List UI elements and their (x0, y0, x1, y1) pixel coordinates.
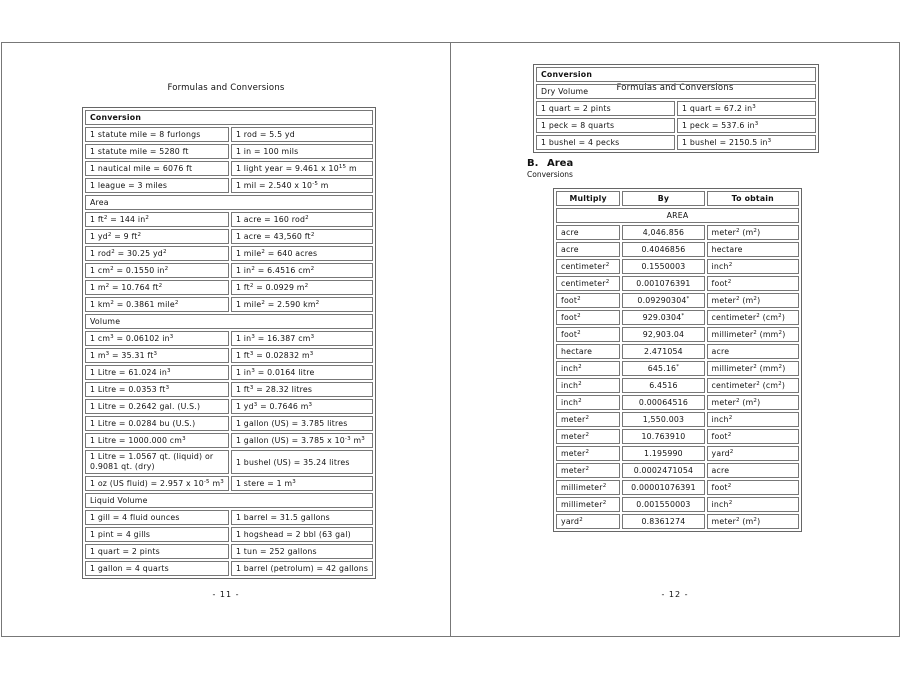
table-row (85, 280, 373, 295)
by-cell: 645.16* (622, 361, 704, 376)
multiply-cell: millimeter$^2$ (556, 480, 620, 495)
table-cell: 1 rod = 5.5 yd (231, 127, 373, 142)
area-conversion-table (553, 188, 802, 532)
table-row (85, 527, 373, 542)
by-cell: 0.001076391 (622, 276, 704, 291)
table-cell: 1 in = 100 mils (231, 144, 373, 159)
table-row (556, 259, 799, 274)
table-cell: 1 peck = 537.6 $in^3$ (677, 118, 816, 133)
table-cell: 1 $in^3 = 16.387$ $cm^3$ (231, 331, 373, 346)
table-cell: 1 barrel (petrolum) = 42 gallons (231, 561, 373, 576)
table-row (85, 561, 373, 576)
table-row (85, 297, 373, 312)
multiply-cell: meter$^2$ (556, 463, 620, 478)
by-cell: 929.0304* (622, 310, 704, 325)
table-cell: 1 Litre = 0.0284 bu (U.S.) (85, 416, 229, 431)
table-cell: 1 $cm^3 = 0.06102$ $in^3$ (85, 331, 229, 346)
obtain-cell: meter$^2$ $(m^2)$ (707, 225, 799, 240)
table-row (556, 361, 799, 376)
section-title: Area (547, 158, 574, 169)
table-cell: 1 hogshead = 2 bbl (63 gal) (231, 527, 373, 542)
by-cell: 6.4516 (622, 378, 704, 393)
by-cell: 0.1550003 (622, 259, 704, 274)
table-row (556, 463, 799, 478)
obtain-cell: centimeter$^2$ $(cm^2)$ (707, 310, 799, 325)
header-row (556, 191, 799, 206)
column-header: To obtain (707, 191, 799, 206)
multiply-cell: foot$^2$ (556, 310, 620, 325)
table-row (85, 433, 373, 448)
table-row (85, 348, 373, 363)
obtain-cell: yard$^2$ (707, 446, 799, 461)
obtain-cell: foot$^2$ (707, 480, 799, 495)
table-row (85, 544, 373, 559)
by-cell: 2.471054 (622, 344, 704, 359)
obtain-cell: meter$^2$ $(m^2)$ (707, 293, 799, 308)
by-cell: 1.195990 (622, 446, 704, 461)
table-row (85, 229, 373, 244)
table-row (556, 327, 799, 342)
table-cell: 1 Litre = 61.024 $in^3$ (85, 365, 229, 380)
by-cell: 92,903.04 (622, 327, 704, 342)
obtain-cell: inch$^2$ (707, 497, 799, 512)
multiply-cell: foot$^2$ (556, 293, 620, 308)
multiply-cell: meter$^2$ (556, 412, 620, 427)
table-cell: 1 $yd^3 = 0.7646$ $m^3$ (231, 399, 373, 414)
table-cell: 1 nautical mile = 6076 ft (85, 161, 229, 176)
table-cell: 1 $ft^2 = 144$ $in^2$ (85, 212, 229, 227)
page-number: - 11 - (212, 590, 240, 599)
left-page (1, 42, 451, 637)
table-cell: 1 mile$^2$ = 640 acres (231, 246, 373, 261)
section-row (85, 493, 373, 508)
table-cell: 1 peck = 8 quarts (536, 118, 675, 133)
section-row (85, 195, 373, 210)
table-row (556, 446, 799, 461)
table-cell: 1 $cm^2 = 0.1550$ $in^2$ (85, 263, 229, 278)
table-cell: 1 quart = 2 pints (536, 101, 675, 116)
table-cell: 1 Litre = 0.0353 $ft^3$ (85, 382, 229, 397)
table-row (85, 365, 373, 380)
obtain-cell: foot$^2$ (707, 276, 799, 291)
table-cell: 1 mil = 2.540 x $10^{-5}$ m (231, 178, 373, 193)
obtain-cell: hectare (707, 242, 799, 257)
table-cell: 1 gallon (US) = 3.785 litres (231, 416, 373, 431)
table-cell: 1 stere = 1 $m^3$ (231, 476, 373, 491)
table-cell: 1 bushel = 2150.5 $in^3$ (677, 135, 816, 150)
table-row (556, 242, 799, 257)
table-cell: 1 gallon = 4 quarts (85, 561, 229, 576)
table-row (556, 378, 799, 393)
table-row (85, 263, 373, 278)
section-heading (527, 158, 573, 169)
table-title: Conversion (85, 110, 373, 125)
by-cell: 0.00001076391 (622, 480, 704, 495)
table-cell: 1 acre = 160 rod$^2$ (231, 212, 373, 227)
table-row (536, 101, 816, 116)
table-cell: 1 $m^2 = 10.764$ $ft^2$ (85, 280, 229, 295)
page-number: - 12 - (661, 590, 689, 599)
multiply-cell: hectare (556, 344, 620, 359)
table-cell: 1 mile$^2$ = 2.590 $km^2$ (231, 297, 373, 312)
by-cell: 0.001550003 (622, 497, 704, 512)
table-cell: 1 $in^3 = 0.0164$ litre (231, 365, 373, 380)
table-row (85, 476, 373, 491)
table-cell: 1 gallon (US) = 3.785 x $10^{-3}$ $m^3$ (231, 433, 373, 448)
multiply-cell: meter$^2$ (556, 429, 620, 444)
by-cell: 4,046.856 (622, 225, 704, 240)
multiply-cell: millimeter$^2$ (556, 497, 620, 512)
obtain-cell: millimeter$^2$ $(mm^2)$ (707, 327, 799, 342)
table-cell: 1 tun = 252 gallons (231, 544, 373, 559)
column-header: By (622, 191, 704, 206)
section-row (536, 84, 816, 99)
table-row (556, 412, 799, 427)
by-cell: 1,550.003 (622, 412, 704, 427)
table-row (85, 331, 373, 346)
table-cell: 1 statute mile = 8 furlongs (85, 127, 229, 142)
by-cell: 0.00064516 (622, 395, 704, 410)
obtain-cell: acre (707, 344, 799, 359)
table-cell: 1 $ft^2 = 0.0929$ $m^2$ (231, 280, 373, 295)
table-cell: 1 $ft^3 = 28.32$ litres (231, 382, 373, 397)
table-row (85, 212, 373, 227)
table-row (85, 161, 373, 176)
obtain-cell: meter$^2$ $(m^2)$ (707, 395, 799, 410)
table-row (85, 450, 373, 474)
group-label: AREA (556, 208, 799, 223)
table-row (85, 246, 373, 261)
table-cell: 1 rod$^2$ = 30.25 $yd^2$ (85, 246, 229, 261)
obtain-cell: foot$^2$ (707, 429, 799, 444)
table-cell: 1 Litre = 0.2642 gal. (U.S.) (85, 399, 229, 414)
table-cell: 1 Litre = 1000.000 $cm^3$ (85, 433, 229, 448)
table-row (85, 510, 373, 525)
multiply-cell: foot$^2$ (556, 327, 620, 342)
group-row (556, 208, 799, 223)
table-row (556, 497, 799, 512)
table-cell: 1 $m^3 = 35.31$ $ft^3$ (85, 348, 229, 363)
section-label: Dry Volume (536, 84, 816, 99)
table-row (556, 293, 799, 308)
by-cell: 0.8361274 (622, 514, 704, 529)
obtain-cell: acre (707, 463, 799, 478)
table-cell: 1 gill = 4 fluid ounces (85, 510, 229, 525)
table-title: Conversion (536, 67, 816, 82)
multiply-cell: inch$^2$ (556, 395, 620, 410)
table-row (556, 310, 799, 325)
table-row (556, 225, 799, 240)
table-row (556, 276, 799, 291)
by-cell: 10.763910 (622, 429, 704, 444)
table-row (85, 399, 373, 414)
multiply-cell: acre (556, 242, 620, 257)
multiply-cell: centimeter$^2$ (556, 259, 620, 274)
table-row (536, 135, 816, 150)
multiply-cell: inch$^2$ (556, 361, 620, 376)
table-row (556, 480, 799, 495)
table-row (85, 416, 373, 431)
obtain-cell: centimeter$^2$ $(cm^2)$ (707, 378, 799, 393)
table-cell: 1 barrel = 31.5 gallons (231, 510, 373, 525)
multiply-cell: centimeter$^2$ (556, 276, 620, 291)
table-row (85, 382, 373, 397)
table-cell: 1 oz (US fluid) = 2.957 x $10^{-5}$ $m^3$ (85, 476, 229, 491)
multiply-cell: meter$^2$ (556, 446, 620, 461)
section-number: B. (527, 158, 539, 169)
table-row (536, 118, 816, 133)
table-row (85, 144, 373, 159)
by-cell: 0.0002471054 (622, 463, 704, 478)
page-header: Formulas and Conversions (616, 83, 734, 93)
table-row (85, 178, 373, 193)
table-cell: 1 bushel = 4 pecks (536, 135, 675, 150)
table-cell: 1 acre = 43,560 $ft^2$ (231, 229, 373, 244)
table-cell: 1 quart = 2 pints (85, 544, 229, 559)
table-cell: 1 quart = 67.2 $in^3$ (677, 101, 816, 116)
section-label: Volume (85, 314, 373, 329)
table-cell: 1 bushel (US) = 35.24 litres (231, 450, 373, 474)
table-cell: 1 $yd^2 = 9$ $ft^2$ (85, 229, 229, 244)
table-row (556, 429, 799, 444)
multiply-cell: acre (556, 225, 620, 240)
obtain-cell: meter$^2$ $(m^2)$ (707, 514, 799, 529)
table-cell: 1 $in^2 = 6.4516$ $cm^2$ (231, 263, 373, 278)
by-cell: 0.4046856 (622, 242, 704, 257)
column-header: Multiply (556, 191, 620, 206)
by-cell: 0.09290304* (622, 293, 704, 308)
multiply-cell: yard$^2$ (556, 514, 620, 529)
table-row (556, 395, 799, 410)
table-cell: 1 league = 3 miles (85, 178, 229, 193)
obtain-cell: millimeter$^2$ $(mm^2)$ (707, 361, 799, 376)
table-title-row (536, 67, 816, 82)
page-header: Formulas and Conversions (167, 83, 285, 93)
conversion-table (82, 107, 376, 579)
table-cell: 1 statute mile = 5280 ft (85, 144, 229, 159)
multiply-cell: inch$^2$ (556, 378, 620, 393)
table-row (85, 127, 373, 142)
table-row (556, 514, 799, 529)
section-label: Liquid Volume (85, 493, 373, 508)
section-row (85, 314, 373, 329)
table-cell: 1 pint = 4 gills (85, 527, 229, 542)
obtain-cell: inch$^2$ (707, 259, 799, 274)
table-title-row (85, 110, 373, 125)
table-cell: 1 $ft^3 = 0.02832$ $m^3$ (231, 348, 373, 363)
table-cell: 1 light year = 9.461 x $10^{15}$ m (231, 161, 373, 176)
section-label: Area (85, 195, 373, 210)
table-cell: 1 Litre = 1.0567 qt. (liquid) or 0.9081 qt. (dry) (85, 450, 229, 474)
section-subtitle: Conversions (527, 170, 573, 179)
table-row (556, 344, 799, 359)
table-cell: 1 $km^2 = 0.3861$ mile$^2$ (85, 297, 229, 312)
obtain-cell: inch$^2$ (707, 412, 799, 427)
dry-volume-table (533, 64, 819, 153)
